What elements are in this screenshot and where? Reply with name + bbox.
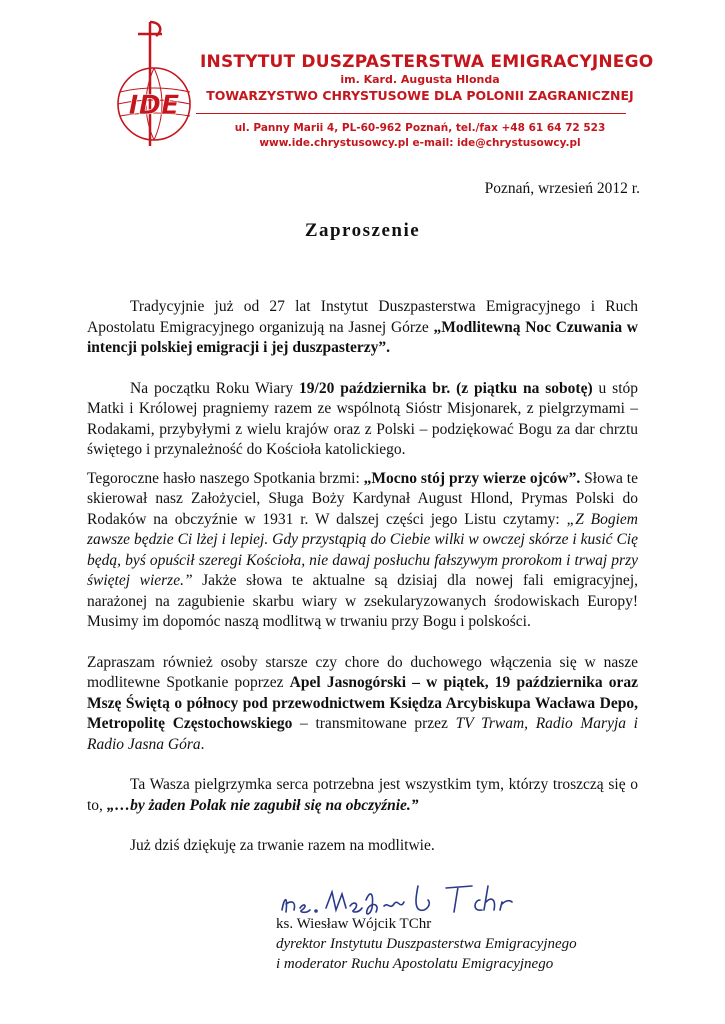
p3-text-a: Tegoroczne hasło naszego Spotkania brzmi: [87, 469, 364, 487]
page-title: Zaproszenie [304, 220, 421, 241]
paragraph-1 [87, 297, 638, 359]
paragraph-5 [87, 775, 638, 816]
web-email: www.ide.chrystusowcy.pl e-mail: ide@chrystusowcy.pl [259, 137, 581, 149]
signer-name: ks. Wiesław Wójcik TChr [276, 916, 432, 932]
paragraph-4 [87, 653, 638, 756]
p1-text: Tradycyjnie już od 27 lat Instytut Duszpasterstwa Emigracyjnego i Ruch Apostolatu Emigracyjnego organizują na Jasnej Górze [87, 298, 638, 336]
contact-block [200, 121, 640, 151]
p3-text-c: Jakże słowa te aktualne są dzisiaj dla nowej fali emigracyjnej, narażonej na zagubienie skarbu wiary w zsekularyzowanych środowiskach Europy! Musimy im dopomóc naszą modlitwą w trwaniu przy Bogu i polskości. [87, 572, 638, 630]
letter-body [87, 297, 638, 857]
org-patron: im. Kard. Augusta Hlonda [340, 73, 500, 86]
org-name: INSTYTUT DUSZPASTERSTWA EMIGRACYJNEGO [200, 52, 654, 72]
org-block [200, 52, 654, 103]
letterhead [0, 0, 725, 165]
address: ul. Panny Marii 4, PL-60-962 Poznań, tel./fax +48 61 64 72 523 [234, 122, 606, 134]
p4-text-c: . [200, 735, 205, 753]
p5-quote: „…by żaden Polak nie zagubił się na obczyźnie.” [106, 796, 419, 814]
p2-text-b: u stóp Matki i Królowej pragniemy razem ze wspólnotą Sióstr Misjonarek, z pielgrzymami – Rodakami, przybyłymi z wielu krajów oraz z Polski – podziękować Bogu za dar chrztu świętego i przynależność do Kościoła katolickiego. [87, 379, 639, 458]
paragraph-2 [87, 379, 638, 461]
signer-role-2: i moderator Ruchu Apostolatu Emigracyjnego [276, 956, 554, 972]
p4-text-a: Zapraszam również osoby starsze czy chore do duchowego włączenia się w nasze modlitewne Spotkanie poprzez [87, 653, 638, 691]
p3-motto: „Mocno stój przy wierze ojców”. [363, 469, 581, 487]
ide-logo [112, 18, 198, 150]
paragraph-6: Już dziś dziękuję za trwanie razem na modlitwie. [130, 837, 435, 854]
p1-emphasis: „Modlitewną Noc Czuwania w intencji polskiej emigracji i jej duszpasterzy”. [87, 318, 638, 356]
p2-date-emphasis: 19/20 października br. (z piątku na sobotę) [299, 379, 593, 397]
paragraph-3 [87, 469, 638, 633]
p4-event-emphasis: Apel Jasnogórski – w piątek, 19 października oraz Mszę Świętą o północy pod przewodnictwem Księdza Arcybiskupa Wacława Depo, Metropolitę Częstochowskiego [87, 674, 638, 732]
p3-text-b: Słowa te skierował nasz Założyciel, Sługa Boży Kardynał August Hlond, Prymas Polski do Rodaków na obczyźnie w 1931 r. W dalszej części jego Listu czytamy: [87, 469, 638, 528]
svg-text:IDE: IDE [128, 90, 180, 121]
letterhead-divider [196, 113, 626, 114]
p5-text: Ta Wasza pielgrzymka serca potrzebna jest wszystkim tym, którzy troszczą się o to, [87, 776, 638, 814]
letter-date: Poznań, wrzesień 2012 r. [484, 180, 640, 197]
p3-quote: „Z Bogiem zawsze będzie Ci lżej i lepiej. Gdy przystąpią do Ciebie wilki w owczej skórze i kusić Cię będą, byś opuścił szeregi Kościoła, nie dawaj posłuchu fałszywym prorokom i trwaj przy świętej wierze.” [87, 510, 639, 589]
org-society: TOWARZYSTWO CHRYSTUSOWE DLA POLONII ZAGRANICZNEJ [206, 88, 634, 103]
signer-block [276, 914, 577, 974]
p4-broadcasters: TV Trwam, Radio Maryja i Radio Jasna Góra [87, 715, 638, 753]
p2-text-a: Na początku Roku Wiary [130, 379, 300, 397]
signer-role-1: dyrektor Instytutu Duszpasterstwa Emigracyjnego [276, 936, 577, 952]
p4-text-b: – transmitowane przez [292, 715, 456, 732]
